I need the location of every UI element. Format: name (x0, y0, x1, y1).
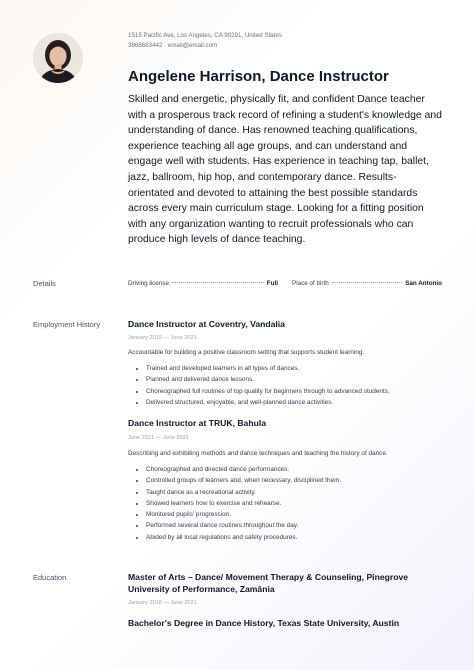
list-item: • Taught dance as a recreational activity. (146, 487, 341, 498)
summary-text: Skilled and energetic, physically fit, and confident Dance teacher with a prosperous track record of refining a student's knowledge and understanding of dance. Has renowned teaching qualifications, experience teaching all age groups, and can understand and engage well with students. Has experience in teaching tap, ballet, jazz, ballroom, hip hop, and contemporary dance. Results- orientated and devoted to attaining the best possible standards across every main curriculum stage. Looking for a fitting position with any organization wanting to recruit professionals who can produce high levels of dance teaching. (128, 94, 442, 246)
avatar (33, 33, 83, 83)
list-item: • Choreographed full routines of top quality for beginners through to advanced students. (146, 386, 390, 397)
name-title: Angelene Harrison, Dance Instructor (128, 68, 389, 85)
education-title-line1: Master of Arts – Dance/ Movement Therapy & Counseling, Pinegrove (128, 572, 408, 582)
address-text: 1515 Pacific Ave, Los Angeles, CA 90291, United States (128, 32, 282, 39)
driving-license-label: Driving license (128, 280, 169, 287)
education-title (128, 571, 408, 595)
list-item: • Controlled groups of learners and, when necessary, disciplined them. (146, 475, 341, 486)
profile-photo (33, 33, 83, 83)
dot-leader (172, 282, 264, 283)
dot-leader (332, 282, 402, 283)
driving-license-row (128, 280, 278, 287)
job-dates: January 2019 — June 2021 (128, 335, 197, 341)
list-item: • Delivered structured, enjoyable, and well-planned dance activities. (146, 397, 390, 408)
job-description: Accountable for building a positive classroom setting that supports student learning. (128, 349, 365, 356)
place-of-birth-value: San Antonio (405, 280, 442, 287)
list-item: • Planned and delivered dance lessons. (146, 374, 390, 385)
education-title: Bachelor's Degree in Dance History, Texas State University, Austin (128, 618, 400, 628)
driving-license-value: Full (266, 280, 278, 287)
education-label: Education (33, 573, 67, 582)
place-of-birth-label: Place of birth (292, 280, 329, 287)
job-dates: June 2021 — June 2021 (128, 435, 189, 441)
job-bullets (136, 363, 390, 408)
job-title: Dance Instructor at Coventry, Vandalia (128, 319, 285, 329)
job-description: Describing and exhibiting methods and dance techniques and teaching the history of dance. (128, 450, 388, 457)
employment-label: Employment History (33, 320, 101, 329)
list-item: • Choreographed and directed dance performances. (146, 464, 341, 475)
list-item: • Monitored pupils' progression. (146, 509, 341, 520)
education-title-line2: University of Performance, Zamânia (128, 584, 275, 594)
list-item: • Trained and developed learners in all types of dances. (146, 363, 390, 374)
details-label: Details (33, 279, 56, 288)
list-item: • Abided by all local regulations and safety procedures. (146, 532, 341, 543)
place-of-birth-row (292, 280, 442, 287)
contact-info (128, 31, 282, 51)
list-item: • Showed learners how to exercise and rehearse. (146, 498, 341, 509)
job-bullets (136, 464, 341, 543)
education-dates: January 2018 — June 2021 (128, 600, 197, 606)
job-title: Dance Instructor at TRUK, Bahula (128, 418, 266, 428)
phone-email-text: 3868683442 · email@email.com (128, 42, 218, 49)
list-item: • Performed several dance routines throughout the day. (146, 520, 341, 531)
